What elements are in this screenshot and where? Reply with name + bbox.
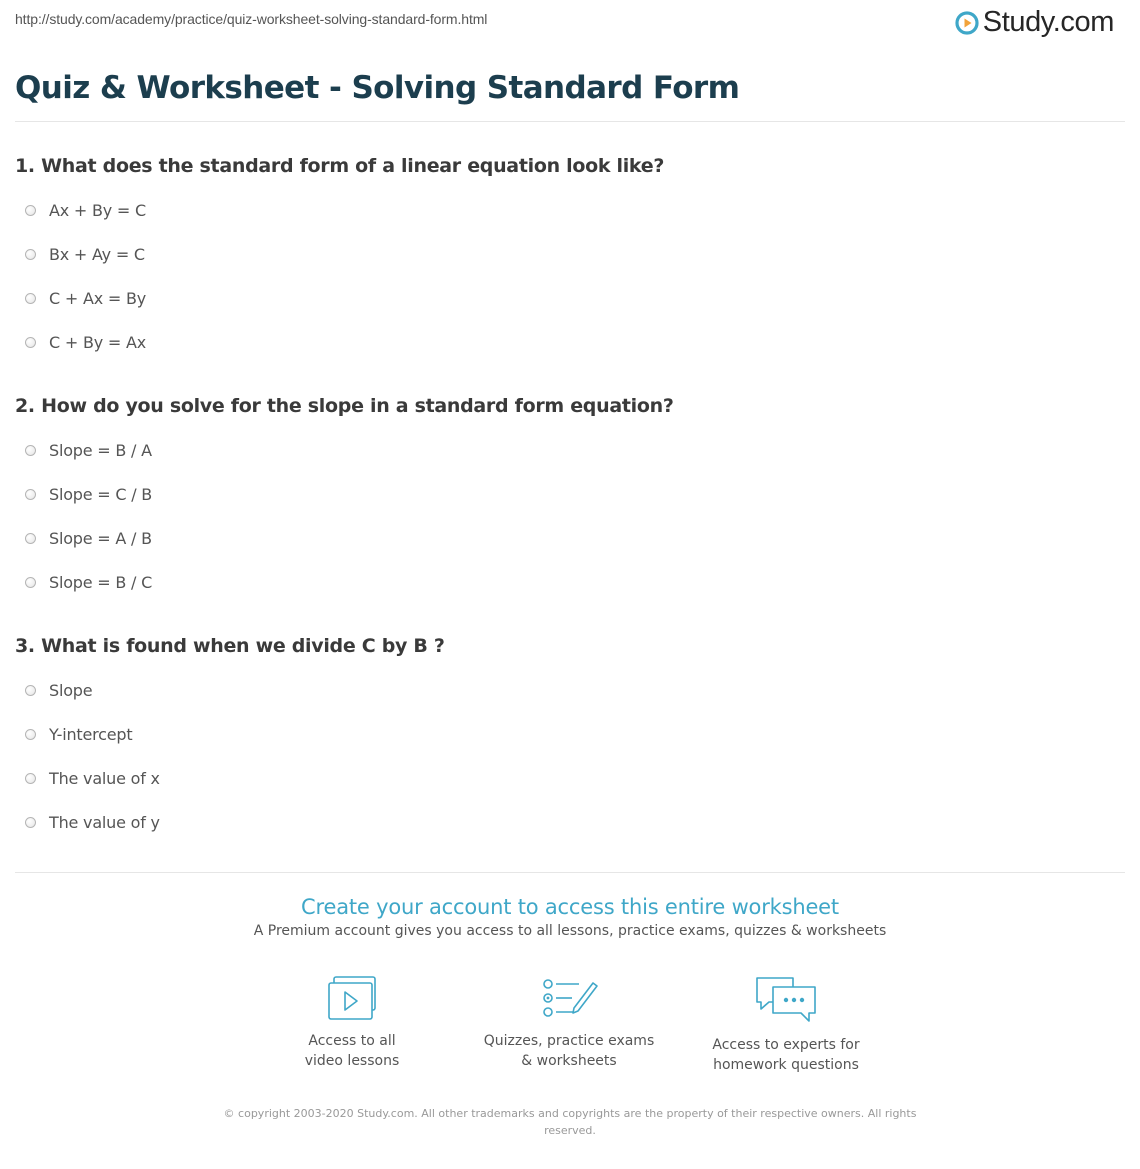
copyright-line: © copyright 2003-2020 Study.com. All other trademarks and copyrights are the property of their respective owners. All rights (223, 1107, 917, 1120)
feature-quizzes (459, 975, 679, 1071)
feature-label-line: & worksheets (521, 1053, 617, 1069)
logo-text: Study.com (982, 6, 1114, 38)
question-text: 2. How do you solve for the slope in a standard form equation? (15, 395, 674, 417)
feature-label-line: Access to all (308, 1033, 396, 1049)
answer-option[interactable] (25, 811, 160, 833)
feature-label-line: video lessons (304, 1053, 400, 1069)
promo-divider (15, 872, 1125, 873)
title-divider (15, 121, 1125, 122)
feature-label-line: Access to experts for (712, 1037, 860, 1053)
feature-experts (676, 975, 896, 1075)
answer-option[interactable] (25, 723, 132, 745)
answer-option[interactable] (25, 199, 146, 221)
option-label: Slope = C / B (49, 484, 153, 504)
radio-button[interactable] (25, 685, 36, 696)
chat-bubbles-icon (753, 975, 819, 1025)
option-label: Slope = B / C (49, 572, 153, 592)
answer-option[interactable] (25, 287, 146, 309)
option-label: C + By = Ax (49, 332, 146, 352)
radio-button[interactable] (25, 205, 36, 216)
radio-button[interactable] (25, 249, 36, 260)
answer-option[interactable] (25, 767, 160, 789)
copyright-footer (200, 1105, 940, 1139)
option-label: The value of x (49, 768, 160, 788)
feature-video-lessons (242, 975, 462, 1071)
radio-button[interactable] (25, 817, 36, 828)
page-url[interactable]: http://study.com/academy/practice/quiz-worksheet-solving-standard-form.html (15, 11, 488, 27)
radio-button[interactable] (25, 533, 36, 544)
play-circle-logo-icon (955, 11, 979, 35)
feature-label-line: Quizzes, practice exams (483, 1033, 655, 1049)
promo-subtitle: A Premium account gives you access to all lessons, practice exams, quizzes & worksheets (253, 923, 887, 939)
radio-button[interactable] (25, 337, 36, 348)
option-label: Bx + Ay = C (49, 244, 145, 264)
question-1 (15, 155, 1125, 352)
answer-option[interactable] (25, 571, 152, 593)
question-text: 1. What does the standard form of a linear equation look like? (15, 155, 665, 177)
video-lessons-icon (325, 975, 379, 1021)
quiz-checklist-icon (539, 975, 599, 1021)
answer-option[interactable] (25, 331, 146, 353)
top-bar (0, 0, 1140, 50)
option-label: The value of y (49, 812, 160, 832)
radio-button[interactable] (25, 773, 36, 784)
option-label: Y-intercept (49, 724, 133, 744)
question-text: 3. What is found when we divide C by B ? (15, 635, 445, 657)
answer-option[interactable] (25, 243, 145, 265)
radio-button[interactable] (25, 729, 36, 740)
study-logo[interactable] (955, 6, 1114, 39)
create-account-link[interactable]: Create your account to access this entire worksheet (301, 895, 839, 919)
answer-option[interactable] (25, 439, 152, 461)
option-label: C + Ax = By (49, 288, 146, 308)
signup-promo (0, 895, 1140, 939)
radio-button[interactable] (25, 445, 36, 456)
radio-button[interactable] (25, 577, 36, 588)
page-title: Quiz & Worksheet - Solving Standard Form (15, 70, 740, 106)
feature-label-line: homework questions (713, 1057, 859, 1073)
question-3 (15, 635, 1125, 832)
radio-button[interactable] (25, 489, 36, 500)
question-2 (15, 395, 1125, 592)
answer-option[interactable] (25, 483, 152, 505)
copyright-line: reserved. (544, 1124, 596, 1137)
option-label: Slope (49, 680, 93, 700)
answer-option[interactable] (25, 527, 152, 549)
answer-option[interactable] (25, 679, 92, 701)
option-label: Slope = B / A (49, 440, 152, 460)
option-label: Ax + By = C (49, 200, 146, 220)
radio-button[interactable] (25, 293, 36, 304)
option-label: Slope = A / B (49, 528, 152, 548)
